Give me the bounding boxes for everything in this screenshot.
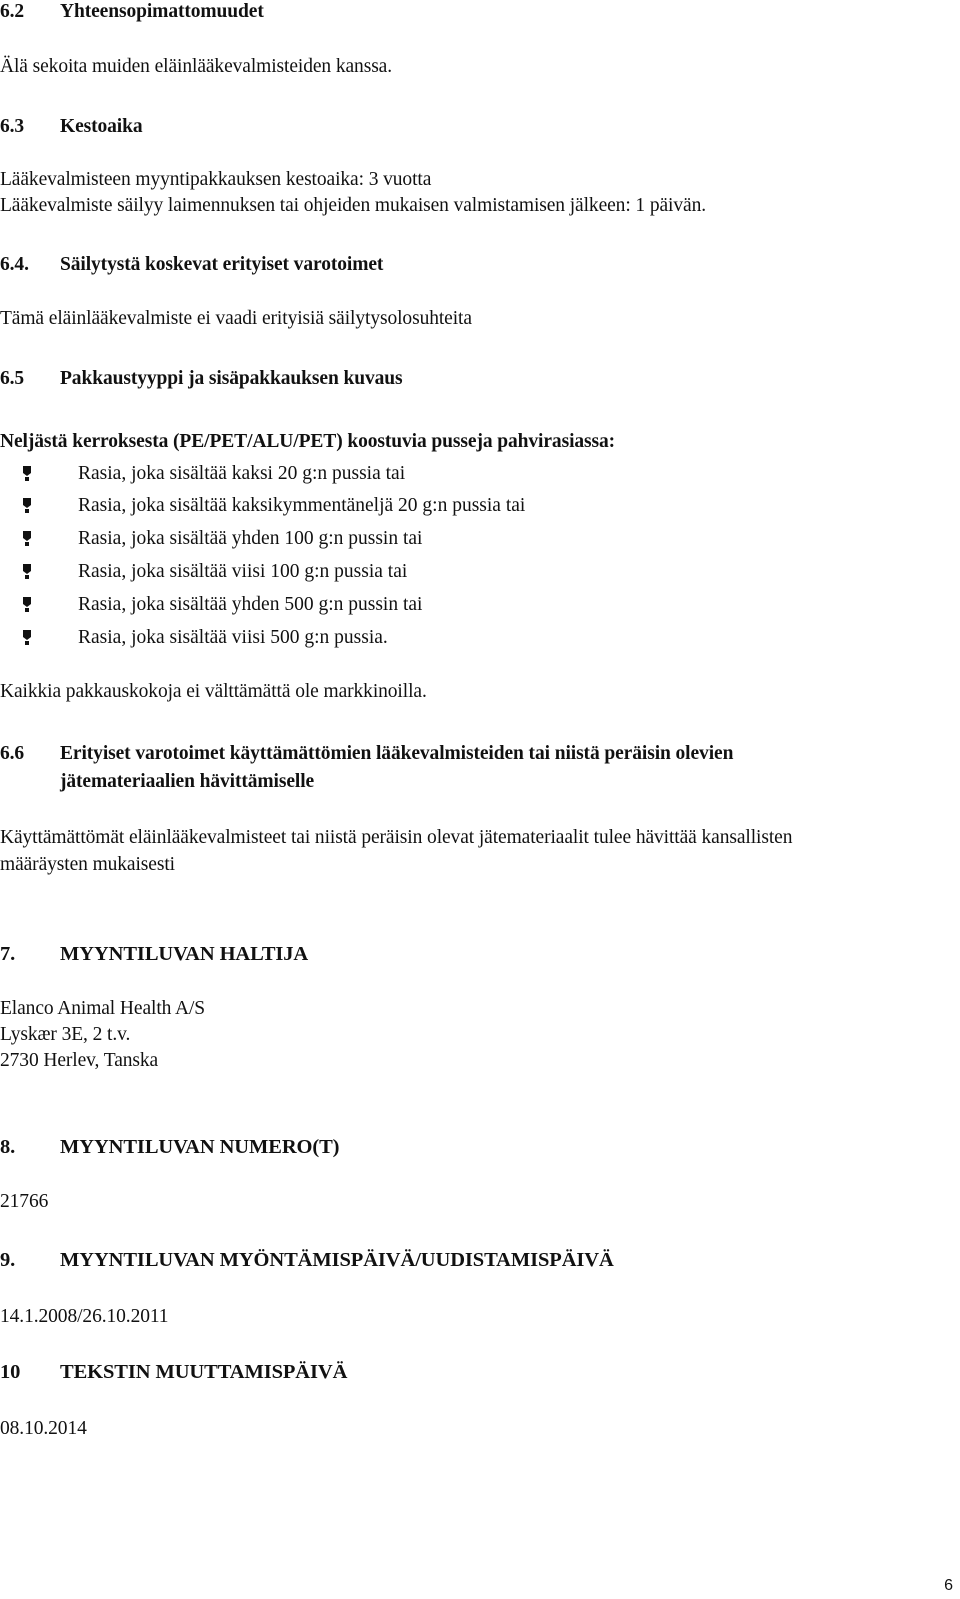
section-6-3-text-line: Lääkevalmisteen myyntipakkauksen kestoaika: 3 vuotta — [0, 169, 432, 190]
holder-street: Lyskær 3E, 2 t.v. — [0, 1024, 131, 1045]
section-6-2-heading — [0, 0, 264, 24]
section-number: 10 — [0, 1361, 21, 1383]
page-number: 6 — [944, 1577, 953, 1594]
section-number: 6.6 — [0, 743, 25, 764]
section-10-heading — [0, 1360, 347, 1384]
bullet-icon — [22, 564, 32, 579]
section-title: Säilytystä koskevat erityiset varotoimet — [60, 254, 384, 275]
section-title: Pakkaustyyppi ja sisäpakkauksen kuvaus — [60, 368, 403, 389]
section-6-2-text: Älä sekoita muiden eläinlääkevalmisteiden kanssa. — [0, 56, 393, 77]
bullet-icon — [22, 466, 32, 481]
section-title: Yhteensopimattomuudet — [60, 1, 264, 22]
section-6-5-note: Kaikkia pakkauskokoja ei välttämättä ole markkinoilla. — [0, 681, 427, 702]
section-8-heading — [0, 1135, 339, 1159]
authorisation-number: 21766 — [0, 1191, 49, 1212]
section-title: Erityiset varotoimet käyttämättömien lääkevalmisteiden tai niistä peräisin olevien — [60, 743, 734, 764]
section-number: 6.5 — [0, 368, 25, 389]
section-number: 7. — [0, 943, 16, 965]
section-6-6-text-line: määräysten mukaisesti — [0, 854, 175, 875]
revision-date: 08.10.2014 — [0, 1418, 87, 1439]
section-number: 6.2 — [0, 1, 25, 22]
bullet-icon — [22, 498, 32, 513]
section-title: Kestoaika — [60, 116, 143, 137]
section-6-5-intro: Neljästä kerroksesta (PE/PET/ALU/PET) koostuvia pusseja pahvirasiassa: — [0, 431, 616, 452]
section-6-6-heading — [0, 742, 733, 766]
section-number: 8. — [0, 1136, 16, 1158]
section-number: 6.4. — [0, 254, 29, 275]
section-6-5-heading — [0, 367, 403, 391]
list-item-text: Rasia, joka sisältää kaksi 20 g:n pussia tai — [78, 463, 406, 484]
list-item-text: Rasia, joka sisältää viisi 100 g:n pussia tai — [78, 561, 408, 582]
section-title: MYYNTILUVAN HALTIJA — [60, 943, 309, 965]
section-6-6-text-line: Käyttämättömät eläinlääkevalmisteet tai niistä peräisin olevat jätemateriaalit tulee hävittää kansallisten — [0, 827, 793, 848]
list-item-text: Rasia, joka sisältää kaksikymmentäneljä 20 g:n pussia tai — [78, 495, 526, 516]
section-6-4-text: Tämä eläinlääkevalmiste ei vaadi erityisiä säilytysolosuhteita — [0, 308, 472, 329]
section-6-4-heading — [0, 253, 383, 277]
section-6-3-heading — [0, 115, 143, 139]
bullet-icon — [22, 531, 32, 546]
list-item-text: Rasia, joka sisältää yhden 100 g:n pussin tai — [78, 528, 423, 549]
list-item-text: Rasia, joka sisältää yhden 500 g:n pussin tai — [78, 594, 423, 615]
list-item-text: Rasia, joka sisältää viisi 500 g:n pussia. — [78, 627, 388, 648]
section-title: TEKSTIN MUUTTAMISPÄIVÄ — [60, 1361, 348, 1383]
section-7-heading — [0, 942, 308, 966]
section-title: MYYNTILUVAN MYÖNTÄMISPÄIVÄ/UUDISTAMISPÄIVÄ — [60, 1249, 614, 1271]
holder-name: Elanco Animal Health A/S — [0, 998, 206, 1019]
section-title: MYYNTILUVAN NUMERO(T) — [60, 1136, 340, 1158]
section-6-3-text-line: Lääkevalmiste säilyy laimennuksen tai ohjeiden mukaisen valmistamisen jälkeen: 1 päivän. — [0, 195, 706, 216]
bullet-icon — [22, 597, 32, 612]
bullet-icon — [22, 630, 32, 645]
section-number: 9. — [0, 1249, 16, 1271]
holder-city: 2730 Herlev, Tanska — [0, 1050, 159, 1071]
section-9-heading — [0, 1248, 614, 1272]
authorisation-date: 14.1.2008/26.10.2011 — [0, 1306, 169, 1327]
section-6-6-heading-cont: jätemateriaalien hävittämiselle — [60, 771, 315, 792]
section-number: 6.3 — [0, 116, 25, 137]
